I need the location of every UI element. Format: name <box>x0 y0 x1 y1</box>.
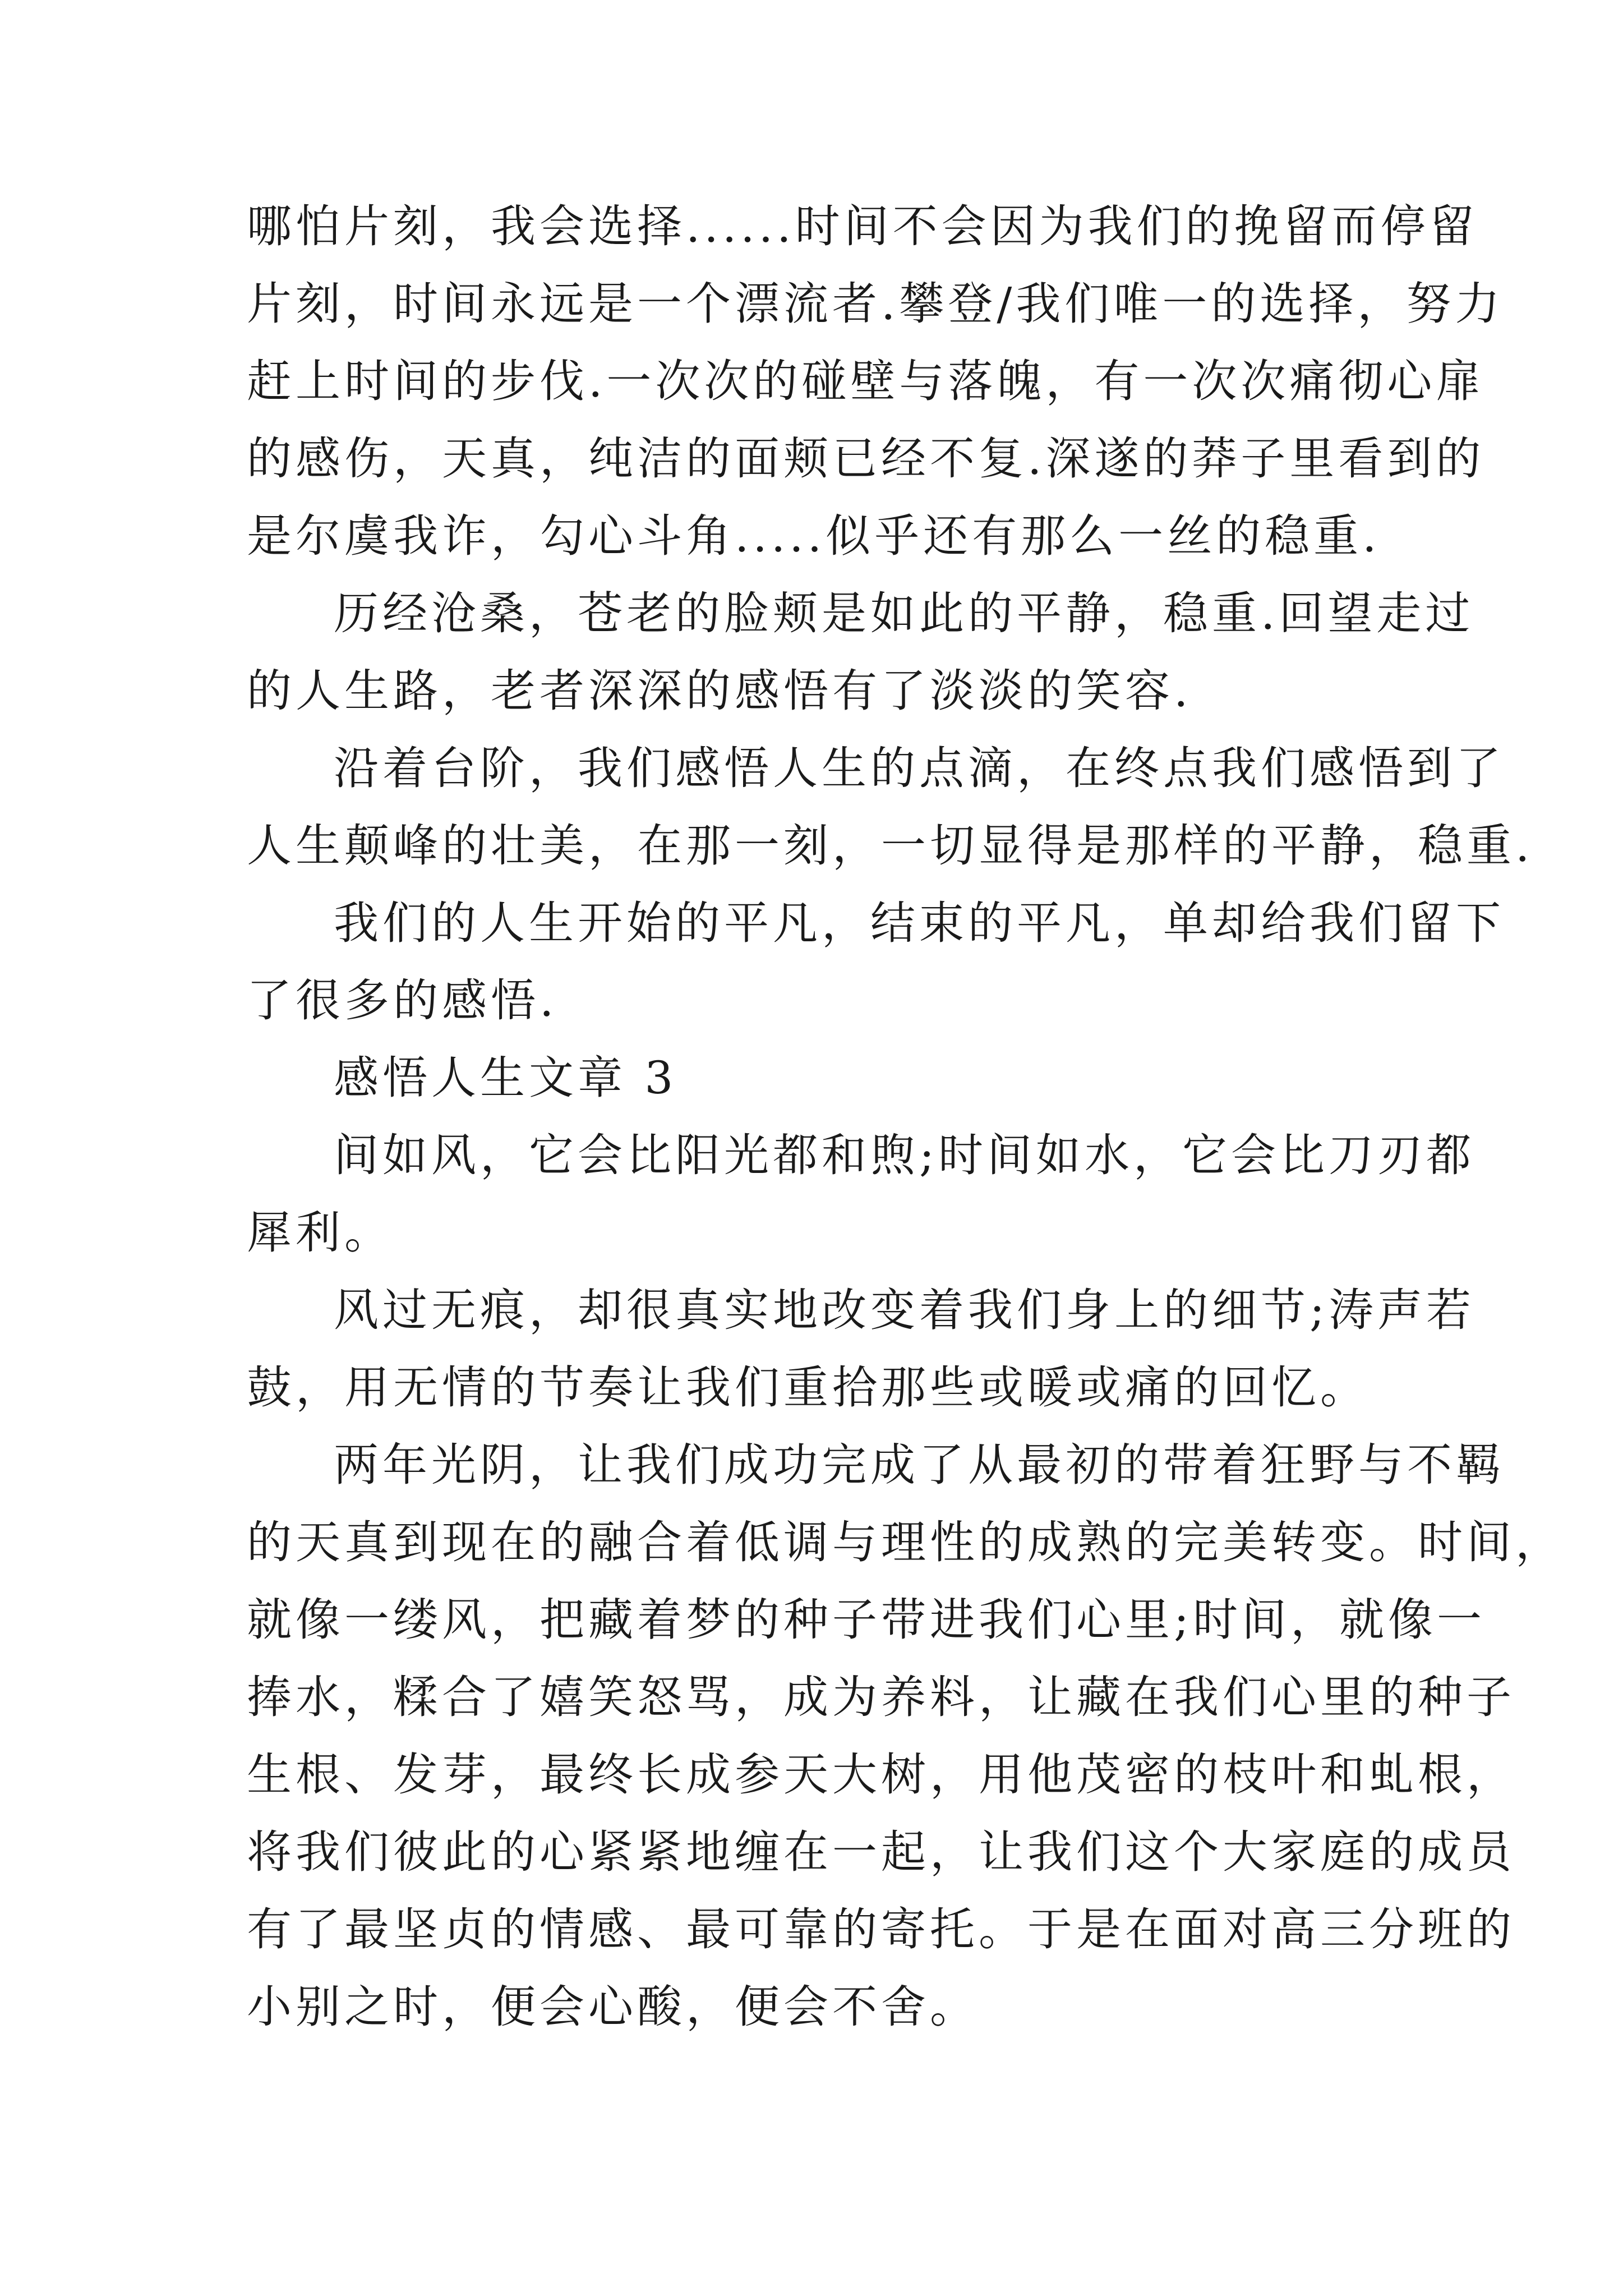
text-line: 是尔虞我诈，勾心斗角.....似乎还有那么一丝的稳重. <box>247 510 1381 562</box>
text-line: 捧水，糅合了嬉笑怒骂，成为养料，让藏在我们心里的种子 <box>247 1671 1515 1723</box>
text-line: 了很多的感悟. <box>247 974 558 1027</box>
text-line: 犀利。 <box>247 1207 393 1259</box>
text-line: 小别之时，便会心酸，便会不舍。 <box>247 1981 979 2033</box>
text-line: 就像一缕风，把藏着梦的种子带进我们心里;时间，就像一 <box>247 1594 1486 1646</box>
document-body <box>247 188 1564 2046</box>
paragraph-start-line: 历经沧桑，苍老的脸颊是如此的平静，稳重.回望走过 <box>334 587 1474 639</box>
text-line: 片刻，时间永远是一个漂流者.攀登/我们唯一的选择，努力 <box>247 278 1504 330</box>
text-line: 有了最坚贞的情感、最可靠的寄托。于是在面对高三分班的 <box>247 1903 1515 1955</box>
text-line: 的天真到现在的融合着低调与理性的成熟的完美转变。时间， <box>247 1516 1564 1568</box>
paragraph-start-line: 沿着台阶，我们感悟人生的点滴，在终点我们感悟到了 <box>334 742 1505 794</box>
text-line: 的感伤，天真，纯洁的面颊已经不复.深遂的莽子里看到的 <box>247 432 1485 485</box>
text-line: 生根、发芽，最终长成参天大树，用他茂密的枝叶和虬根， <box>247 1749 1515 1801</box>
paragraph-start-line: 我们的人生开始的平凡，结束的平凡，单却给我们留下 <box>334 897 1505 949</box>
text-line: 的人生路，老者深深的感悟有了淡淡的笑容. <box>247 665 1192 717</box>
paragraph-start-line: 两年光阴，让我们成功完成了从最初的带着狂野与不羁 <box>334 1439 1505 1491</box>
paragraph-start-line: 间如风，它会比阳光都和煦;时间如水，它会比刀刃都 <box>334 1129 1475 1181</box>
section-heading: 感悟人生文章 3 <box>334 1052 677 1104</box>
text-line: 将我们彼此的心紧紧地缠在一起，让我们这个大家庭的成员 <box>247 1826 1515 1878</box>
text-line: 哪怕片刻，我会选择......时间不会因为我们的挽留而停留 <box>247 200 1478 252</box>
paragraph-start-line: 风过无痕，却很真实地改变着我们身上的细节;涛声若 <box>334 1284 1475 1336</box>
text-line: 人生颠峰的壮美，在那一刻，一切显得是那样的平静，稳重. <box>247 820 1534 872</box>
text-line: 赶上时间的步伐.一次次的碰壁与落魄，有一次次痛彻心扉 <box>247 355 1485 407</box>
text-line: 鼓，用无情的节奏让我们重拾那些或暖或痛的回忆。 <box>247 1361 1369 1414</box>
